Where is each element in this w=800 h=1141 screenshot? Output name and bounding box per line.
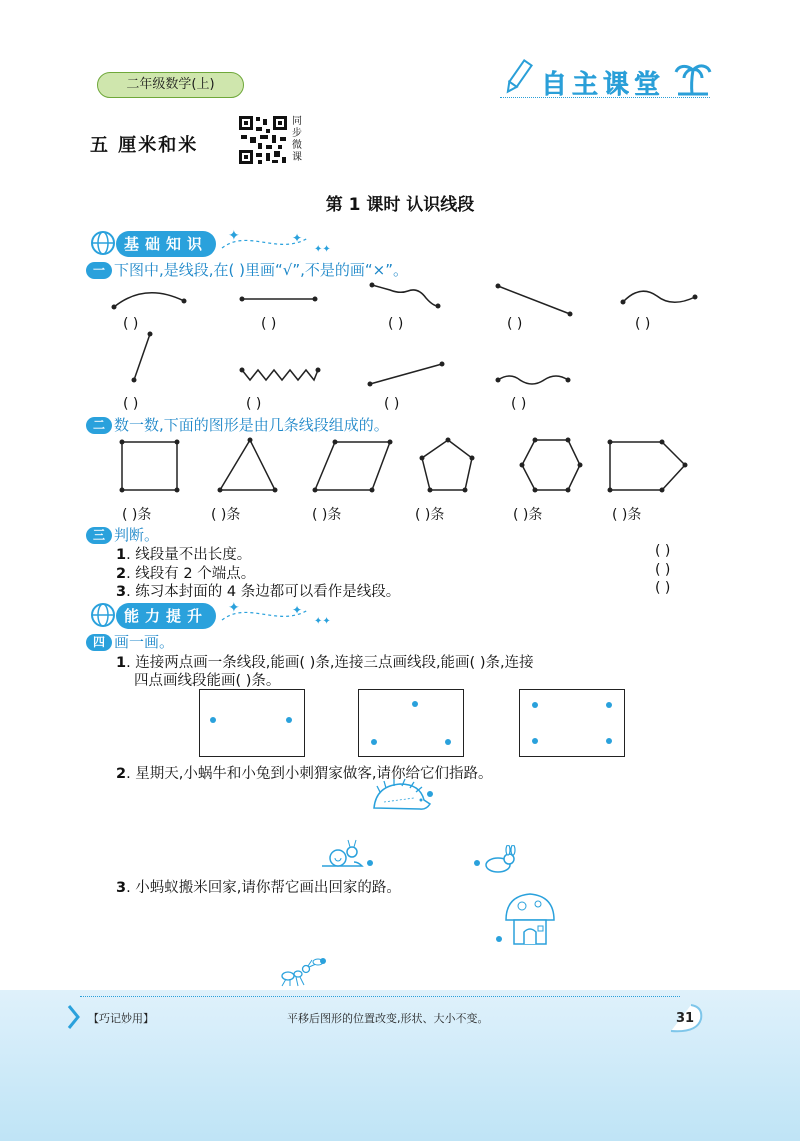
section-banner-basic: 基础知识 [116, 231, 216, 257]
q1-figures-row-2 [120, 328, 600, 398]
figure-wave-2 [498, 376, 568, 384]
section-banner-ability: 能力提升 [116, 603, 216, 629]
shape-hexagon [522, 440, 580, 490]
figure-arc [114, 293, 184, 307]
tip-text: 平移后图形的位置改变,形状、大小不变。 [287, 1012, 489, 1025]
q2-blank-6[interactable]: ( )条 [612, 507, 642, 523]
rabbit-point[interactable] [474, 860, 480, 866]
q4-item-3-number: 3 [116, 880, 127, 896]
snail-icon [318, 836, 368, 872]
q1-blank-9[interactable]: ( ) [511, 396, 527, 412]
drawing-box-two-points[interactable] [199, 689, 305, 757]
figure-segment-vertical [134, 334, 150, 380]
q2-prompt: 数一数,下面的图形是由几条线段组成的。 [114, 416, 389, 434]
q1-prompt: 下图中,是线段,在( )里画“√”,不是的画“×”。 [114, 261, 408, 279]
shape-pentagon [422, 440, 472, 490]
q3-item-2-number: 2 [116, 566, 127, 582]
q1-blank-6[interactable]: ( ) [123, 396, 139, 412]
q2-blank-3[interactable]: ( )条 [312, 507, 342, 523]
figure-wave [623, 291, 695, 302]
globe-icon [88, 228, 118, 258]
point-dot[interactable] [210, 717, 216, 723]
svg-text:✦: ✦ [228, 228, 240, 244]
q1-blank-7[interactable]: ( ) [246, 396, 262, 412]
q3-blank-2[interactable]: ( ) [655, 562, 671, 578]
point-dot[interactable] [412, 701, 418, 707]
shape-parallelogram [315, 442, 390, 490]
q4-item-3 [116, 876, 401, 897]
globe-icon-2 [88, 600, 118, 630]
house-point[interactable] [496, 936, 502, 942]
qr-code-icon[interactable] [238, 115, 288, 165]
q3-item-3-number: 3 [116, 584, 127, 600]
shape-arrow-pentagon [610, 442, 685, 490]
page-number: 31 [676, 1011, 695, 1026]
q1-blank-1[interactable]: ( ) [123, 316, 139, 332]
figure-curve [372, 285, 438, 306]
point-dot[interactable] [606, 738, 612, 744]
lesson-title: 第 1 课时 认识线段 [325, 195, 475, 215]
point-dot[interactable] [445, 739, 451, 745]
ant-point[interactable] [320, 958, 326, 964]
svg-text:✦: ✦ [228, 600, 240, 616]
footer-divider [80, 996, 680, 997]
question-number-3: 三 [86, 527, 112, 544]
q3-blank-1[interactable]: ( ) [655, 543, 671, 559]
q2-blank-1[interactable]: ( )条 [122, 507, 152, 523]
svg-text:✦✦: ✦✦ [314, 244, 331, 255]
point-dot[interactable] [371, 739, 377, 745]
drawing-box-four-points[interactable] [519, 689, 625, 757]
brand-title: 自主课堂 [541, 70, 666, 100]
tip-label: 【巧记妙用】 [88, 1012, 154, 1025]
unit-title: 五 厘米和米 [90, 135, 199, 156]
q4-item-3-text: . 小蚂蚁搬米回家,请你帮它画出回家的路。 [126, 880, 401, 896]
figure-slanted-segment [498, 286, 570, 314]
q1-blank-4[interactable]: ( ) [507, 316, 523, 332]
q1-blank-8[interactable]: ( ) [384, 396, 400, 412]
question-number-2: 二 [86, 417, 112, 434]
q4-item-2-text: . 星期天,小蜗牛和小兔到小刺猬家做客,请你给它们指路。 [126, 766, 493, 782]
q4-item-1-number: 1 [116, 655, 127, 671]
q1-blank-2[interactable]: ( ) [261, 316, 277, 332]
q3-prompt: 判断。 [114, 526, 160, 544]
question-number-1: 一 [86, 262, 112, 279]
q2-blank-4[interactable]: ( )条 [415, 507, 445, 523]
q3-blank-3[interactable]: ( ) [655, 580, 671, 596]
svg-text:✦: ✦ [292, 231, 303, 245]
palm-tree-icon [672, 60, 712, 96]
drawing-box-three-points[interactable] [358, 689, 464, 757]
grade-label: 二年级数学(上) [97, 72, 244, 98]
chevron-right-icon [66, 1003, 82, 1031]
q3-item-1-text: . 线段量不出长度。 [126, 547, 252, 563]
point-dot[interactable] [286, 717, 292, 723]
shape-square [122, 442, 177, 490]
q2-blank-2[interactable]: ( )条 [211, 507, 241, 523]
question-number-4: 四 [86, 634, 112, 651]
q4-item-1-line-2: 四点画线段能画( )条。 [134, 673, 281, 689]
svg-text:✦✦: ✦✦ [314, 616, 331, 627]
header-divider [500, 97, 710, 98]
sparkle-decoration-icon-2 [218, 598, 338, 630]
q2-shapes-row [110, 432, 700, 502]
qr-label: 同步微课 [292, 116, 302, 163]
figure-zigzag [242, 370, 318, 380]
q1-blank-5[interactable]: ( ) [635, 316, 651, 332]
q3-item-1 [116, 543, 251, 564]
point-dot[interactable] [532, 702, 538, 708]
q3-item-2-text: . 线段有 2 个端点。 [126, 566, 256, 582]
q2-blank-5[interactable]: ( )条 [513, 507, 543, 523]
point-dot[interactable] [606, 702, 612, 708]
q4-prompt: 画一画。 [114, 633, 175, 651]
snail-point[interactable] [367, 860, 373, 866]
point-dot[interactable] [532, 738, 538, 744]
q4-item-2-number: 2 [116, 766, 127, 782]
figure-segment-2 [370, 364, 442, 384]
mushroom-house-icon [500, 890, 560, 950]
svg-text:✦: ✦ [292, 603, 303, 617]
q3-item-1-number: 1 [116, 547, 127, 563]
pencil-icon [498, 58, 538, 98]
q4-item-1-text: . 连接两点画一条线段,能画( )条,连接三点画线段,能画( )条,连接 [126, 655, 534, 671]
sparkle-decoration-icon [218, 226, 338, 258]
q3-item-3-text: . 练习本封面的 4 条边都可以看作是线段。 [126, 584, 401, 600]
shape-triangle [220, 440, 275, 490]
rabbit-icon [478, 845, 518, 875]
q1-blank-3[interactable]: ( ) [388, 316, 404, 332]
hedgehog-point[interactable] [427, 791, 433, 797]
